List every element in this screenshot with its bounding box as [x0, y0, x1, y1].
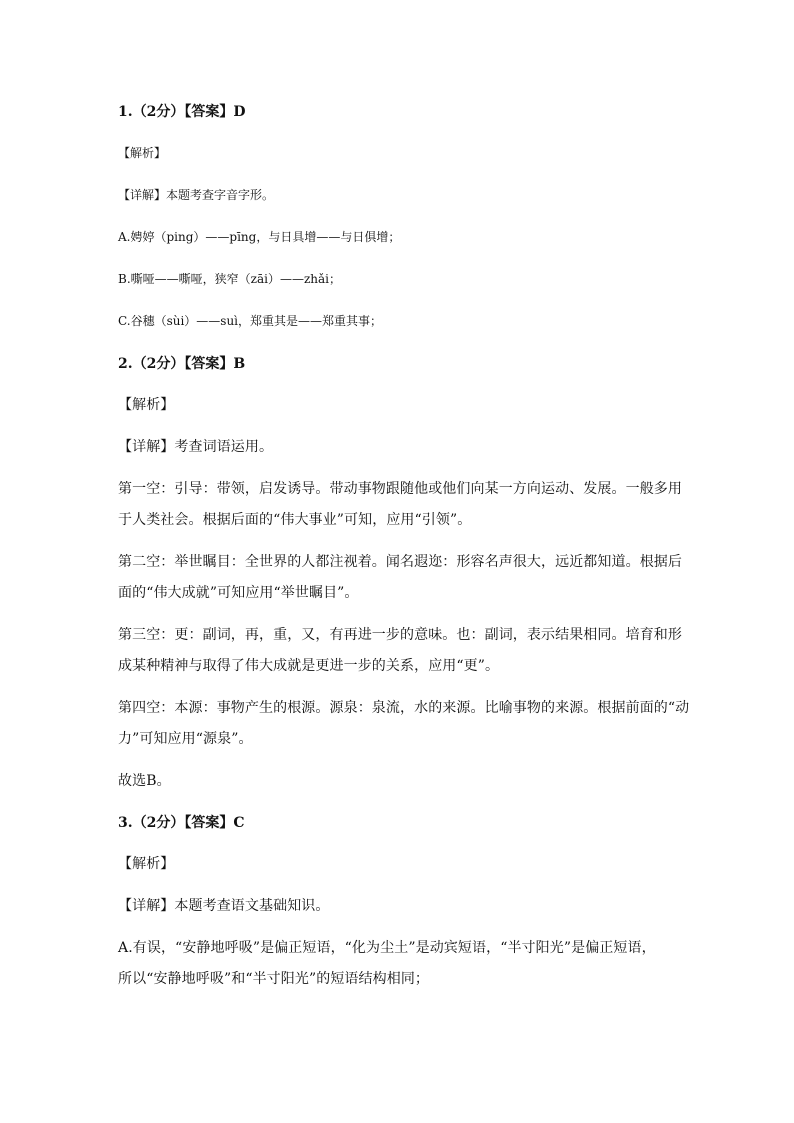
q2-para3-line2: 成某种精神与取得了伟大成就是更进一步的关系，应用“更”。	[118, 658, 500, 674]
q2-para2-line2: 面的“伟大成就”可知应用“举世瞩目”。	[118, 585, 359, 601]
q2-para3-line1: 第三空：更：副词，再，重，又，有再进一步的意味。也：副词，表示结果相同。培育和形	[118, 627, 682, 643]
q2-para1-line1: 第一空：引导：带领，启发诱导。带动事物跟随他或他们向某一方向运动、发展。一般多用	[118, 481, 682, 497]
q2-para2-line1: 第二空：举世瞩目：全世界的人都注视着。闻名遐迩：形容名声很大，远近都知道。根据后	[118, 554, 682, 570]
q3-option-a-line2: 所以“安静地呼吸”和“半寸阳光”的短语结构相同；	[118, 971, 430, 987]
q3-option-a-line1: A.有误，“安静地呼吸”是偏正短语，“化为尘土”是动宾短语，“半寸阳光”是偏正短语，	[118, 940, 656, 956]
q1-option-c: C.谷穗（sùi）——suì，郑重其是——郑重其事；	[118, 314, 383, 328]
q2-conclusion: 故选B。	[118, 773, 171, 789]
q1-analysis-label: 【解析】	[118, 146, 167, 160]
q2-para4-line2: 力”可知应用“源泉”。	[118, 731, 253, 747]
q2-analysis-label: 【解析】	[118, 397, 175, 413]
q2-detail: 【详解】考查词语运用。	[118, 439, 274, 455]
q2-para4-line1: 第四空：本源：事物产生的根源。源泉：泉流，水的来源。比喻事物的来源。根据前面的“动	[118, 700, 690, 716]
q1-detail: 【详解】本题考查字音字形。	[118, 188, 275, 202]
q3-header: 3.（2分）【答案】C	[118, 815, 245, 831]
q1-option-a: A.娉婷（ping）——pīng，与日具增——与日俱增；	[118, 230, 401, 244]
q1-header: 1.（2分）【答案】D	[118, 104, 246, 120]
q1-option-b: B.嘶哑——嘶哑，狭窄（zāi）——zhǎi；	[118, 272, 341, 286]
q3-detail: 【详解】本题考查语文基础知识。	[118, 898, 330, 914]
q2-header: 2.（2分）【答案】B	[118, 356, 246, 372]
q3-analysis-label: 【解析】	[118, 856, 175, 872]
q2-para1-line2: 于人类社会。根据后面的“伟大事业”可知，应用“引领”。	[118, 512, 472, 528]
